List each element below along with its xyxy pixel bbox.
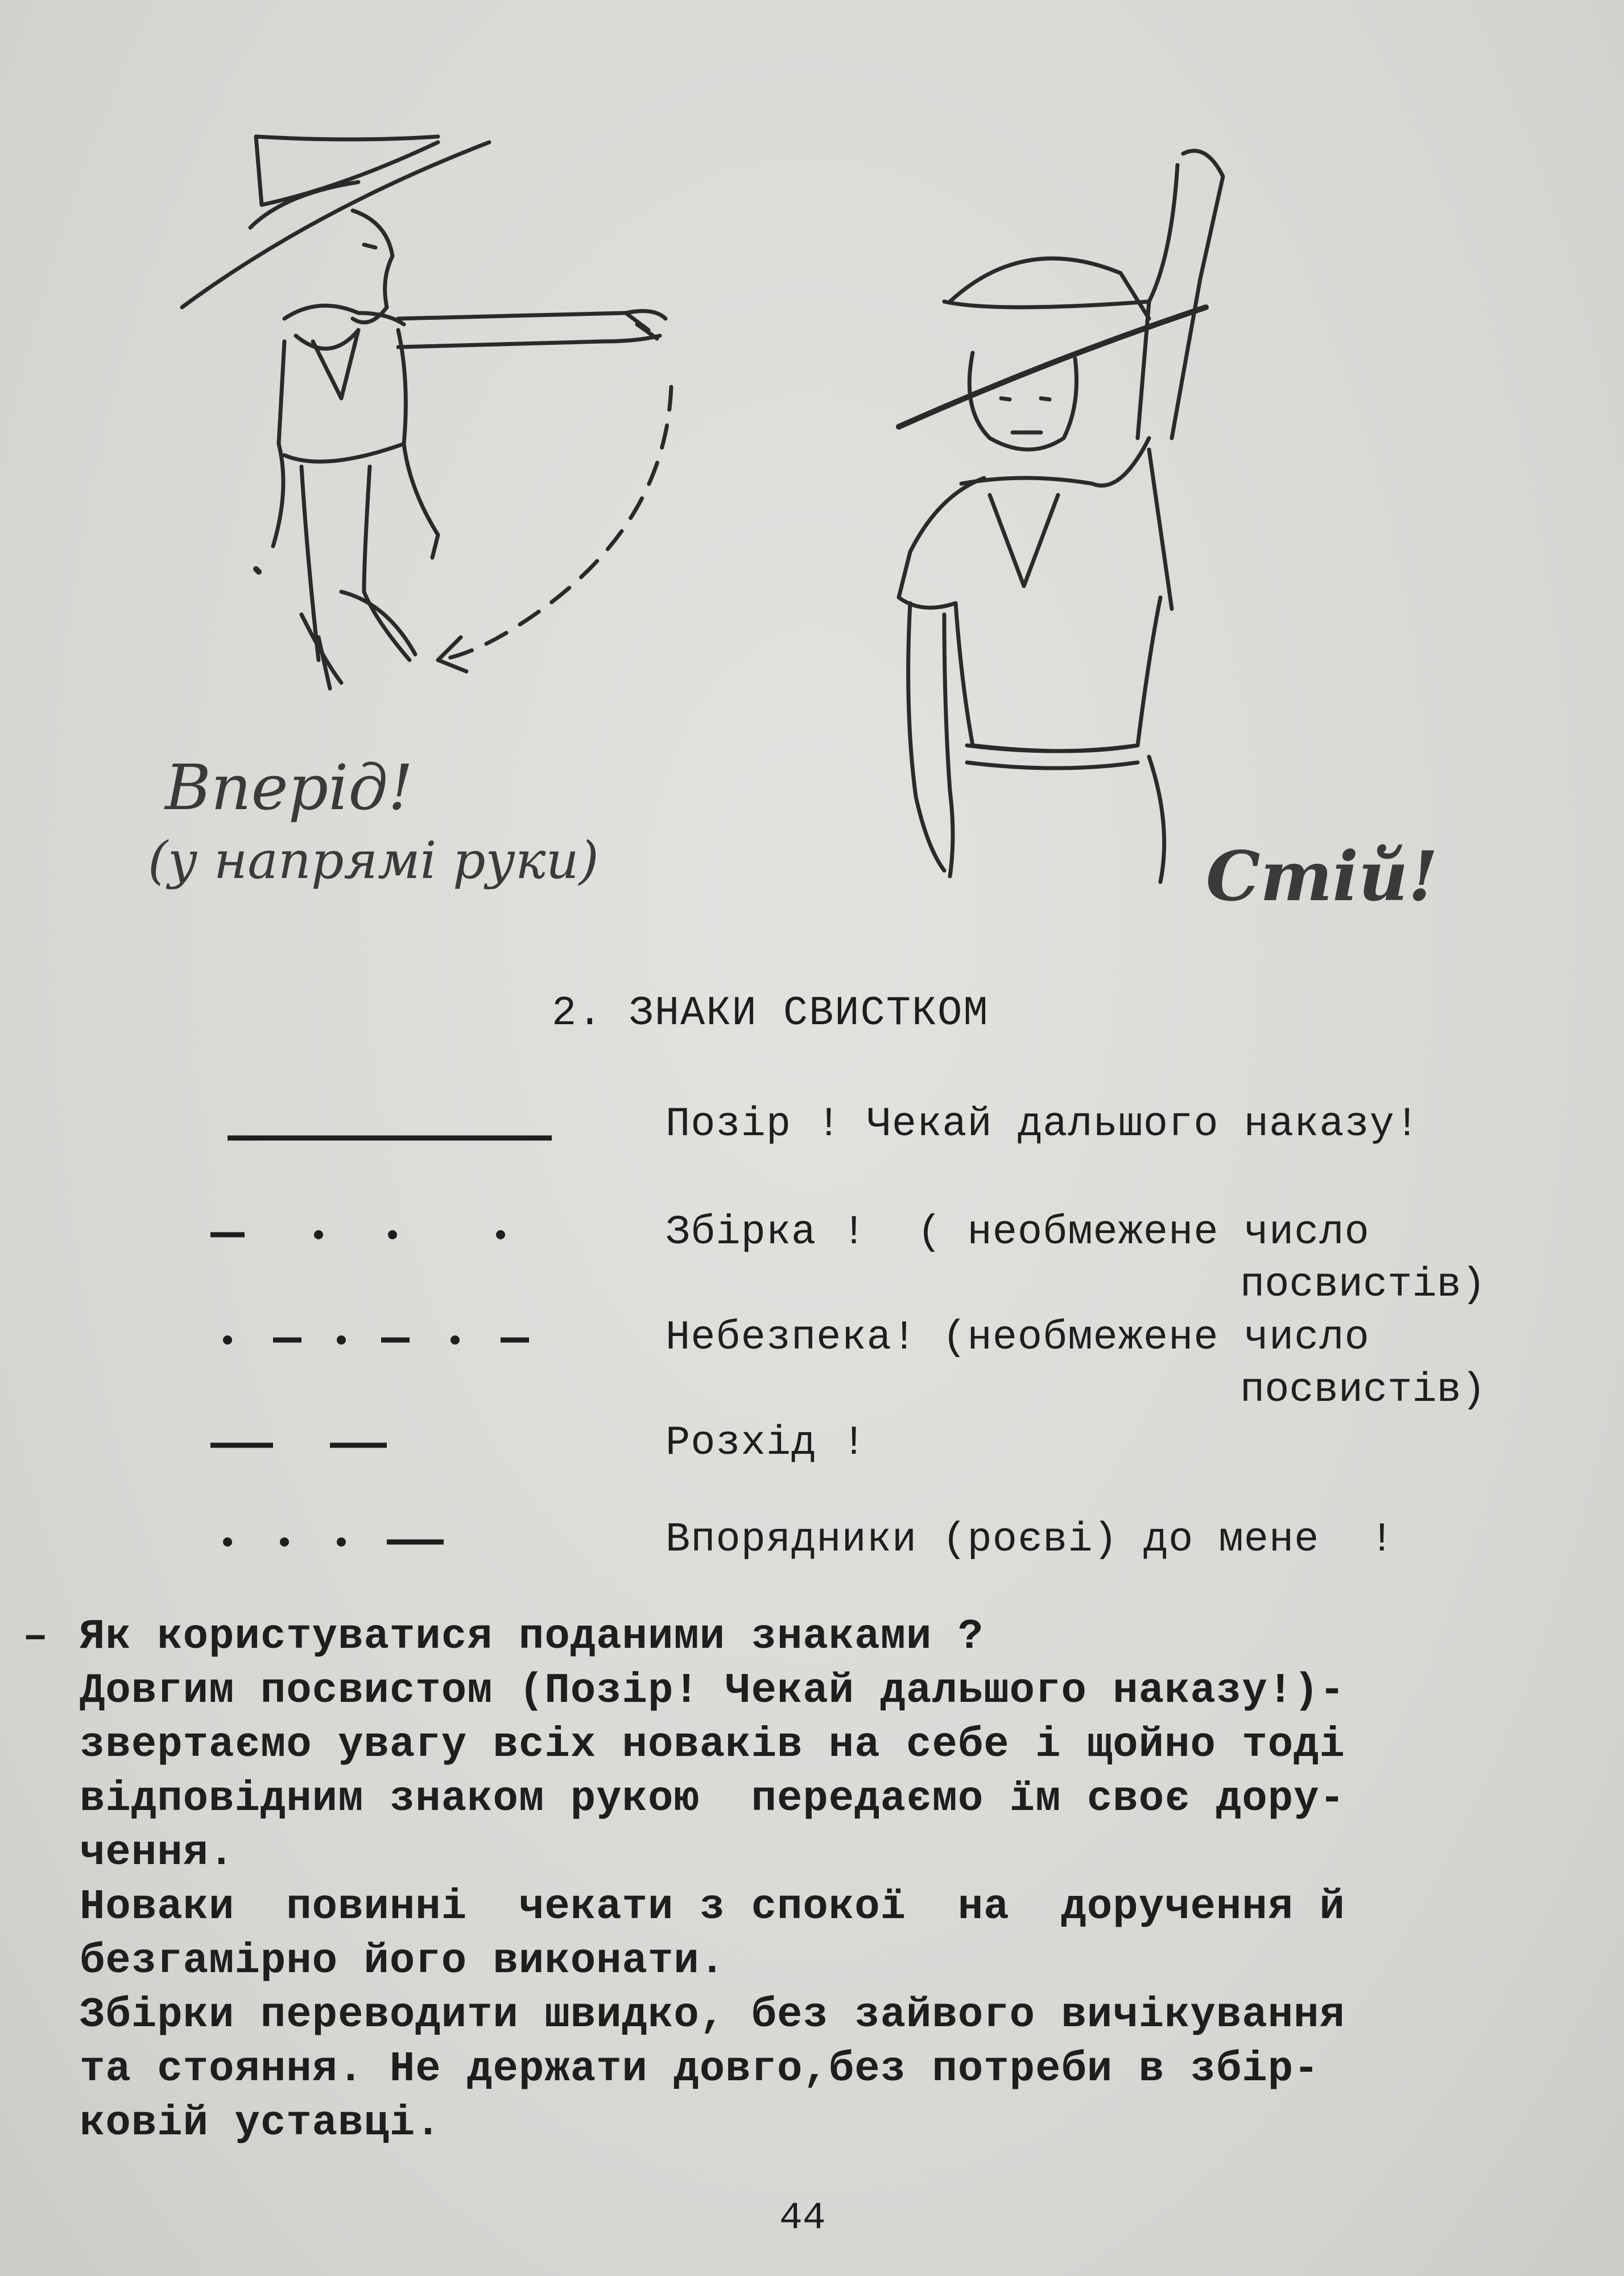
dash-dot-dot-dot-code-icon: [205, 1212, 569, 1257]
scout-pointing-forward-drawing: [171, 125, 739, 717]
signal-text-continued: посвистів): [1240, 1367, 1486, 1413]
signal-text: Впорядники (роєві) до мене !: [666, 1516, 1395, 1563]
text-line: відповідним знаком рукою передаємо їм своє дору-: [80, 1775, 1345, 1823]
dot-dash-repeat-code-icon: [205, 1317, 569, 1363]
text-line: Довгим посвистом (Позір! Чекай дальшого наказу!)-: [80, 1667, 1345, 1715]
dash-marker: –: [23, 1613, 48, 1661]
text-line: безгамірно його виконати.: [80, 1937, 726, 1985]
instructions-text: [80, 1610, 1570, 2151]
signal-text: Збірка ! ( необмежене число: [666, 1209, 1370, 1256]
signal-text: Небезпека! (необмежене число: [666, 1314, 1370, 1361]
text-line: ковій уставці.: [80, 2100, 441, 2147]
text-line: Як користуватися поданими знаками ?: [80, 1613, 984, 1661]
text-line: чення.: [80, 1829, 235, 1877]
text-line: звертаємо увагу всіх новаків на себе і щойно тоді: [80, 1721, 1345, 1769]
section-heading: 2. ЗНАКИ СВИСТКОМ: [552, 990, 989, 1037]
page-number: 44: [779, 2196, 826, 2240]
signal-text: Позір ! Чекай дальшого наказу!: [666, 1101, 1420, 1148]
dash-dash-code-icon: [205, 1422, 569, 1468]
caption-direction-of-arm: (у напрямі руки): [148, 831, 599, 890]
text-line: та стояння. Не держати довго,без потреби в збір-: [80, 2046, 1320, 2093]
text-line: Новаки повинні чекати з спокої на доручення й: [80, 1883, 1345, 1931]
signal-text-continued: посвистів): [1240, 1261, 1486, 1308]
scout-arm-raised-drawing: [853, 142, 1263, 927]
dot-dot-dot-dash-code-icon: [205, 1519, 569, 1565]
caption-stop: Стій!: [1206, 836, 1438, 917]
caption-forward: Вперід!: [165, 751, 414, 824]
long-dash-code-icon: [216, 1115, 580, 1161]
text-line: Збірки переводити швидко, без зайвого вичікування: [80, 1991, 1345, 2039]
signal-text: Розхід !: [666, 1420, 867, 1466]
